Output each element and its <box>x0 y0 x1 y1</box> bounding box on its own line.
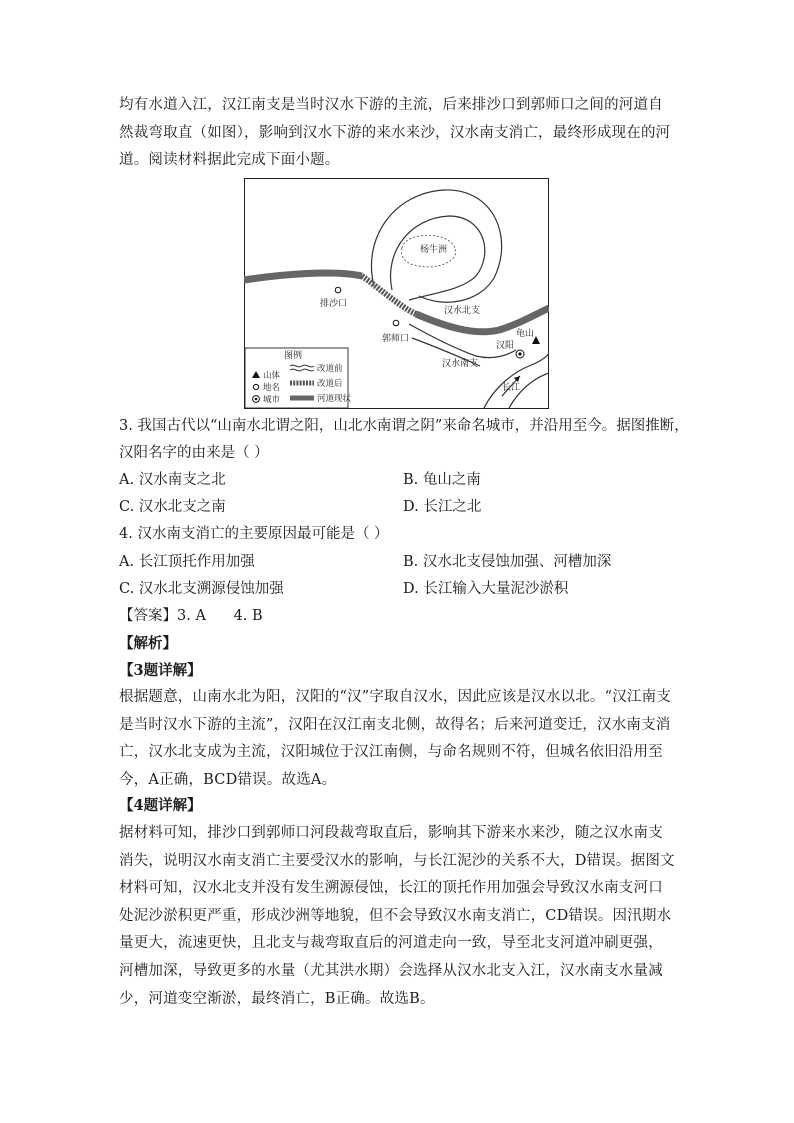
legend-before: 改道前 <box>317 364 343 374</box>
legend-current: 河道现状 <box>317 394 352 404</box>
guoshikou-label: 郭师口 <box>382 334 410 344</box>
hanyang-label: 汉阳 <box>496 341 515 351</box>
legend-city: 城市 <box>263 395 281 405</box>
north-branch-label: 汉水北支 <box>444 306 481 316</box>
analysis-heading: 【解析】 <box>119 635 177 652</box>
q3-detail-text: 根据题意，山南水北为阳，汉阳的“汉”字取自汉水，因此应该是汉水以北。“汉江南支是当时汉水下游的主流”，汉阳在汉江南支北侧，故得名；后来河道变迁，汉水南支消亡，汉水北支成为主流，汉阳城位于汉江南侧，与命名规则不符，但城名依旧沿用至今，A正确，BCD错误。故选A。 <box>119 689 672 788</box>
q3-stem-line1: 3. 我国古代以“山南水北谓之阳，山北水南谓之阴”来命名城市，并沿用至今。据图推断， <box>119 418 689 434</box>
q3-detail-heading: 【3题详解】 <box>119 662 202 679</box>
legend-place: 地名 <box>263 383 281 393</box>
guishan-label: 龟山 <box>516 329 535 339</box>
q3-option-d: D. 长江之北 <box>403 499 482 515</box>
answer-line: 【答案】3. A 4. B <box>119 608 263 624</box>
legend-mountain: 山体 <box>263 371 281 381</box>
q3-option-b: B. 龟山之南 <box>403 472 481 488</box>
q4-option-a: A. 长江顶托作用加强 <box>119 554 255 570</box>
legend-after: 改道后 <box>317 379 343 389</box>
changjiang-label: 长江 <box>502 383 521 393</box>
q4-option-c: C. 汉水北支溯源侵蚀加强 <box>119 581 284 597</box>
q4-stem: 4. 汉水南支消亡的主要原因最可能是（ ） <box>119 526 389 542</box>
q4-detail-text: 据材料可知，排沙口到郭师口河段裁弯取直后，影响其下游来水来沙，随之汉水南支消失，说明汉水南支消亡主要受汉水的影响，与长江泥沙的关系不大，D错误。据图文材料可知，汉水北支并没有发生溯源侵蚀，长江的顶托作用加强会导致汉水南支河口处泥沙淤积更严重，形成沙洲等地貌，但不会导致汉水南支消亡，CD错误。因汛期水量更大，流速更快，且北支与裁弯取直后的河道走向一致，导至北支河道冲刷更强，河槽加深，导致更多的水量（尤其洪水期）会选择从汉水北支入江，汉水南支水量减少，河道变空渐淤，最终消亡，B正确。故选B。 <box>119 825 675 1007</box>
q3-option-a: A. 汉水南支之北 <box>119 472 226 488</box>
intro-paragraph: 均有水道入江，汉江南支是当时汉水下游的主流，后来排沙口到郭师口之间的河道自然裁弯取直（如图），影响到汉水下游的来水来沙，汉水南支消亡，最终形成现在的河道。阅读材料据此完成下面小题。 <box>119 97 671 169</box>
q3-option-c: C. 汉水北支之南 <box>119 499 226 515</box>
q4-option-b: B. 汉水北支侵蚀加强、河槽加深 <box>403 554 612 570</box>
place-icon <box>253 384 258 389</box>
island-label: 杨牛洲 <box>420 245 448 255</box>
q4-option-d: D. 长江输入大量泥沙淤积 <box>403 581 569 597</box>
paishakou-label: 排沙口 <box>320 299 348 309</box>
q3-stem-line2: 汉阳名字的由来是（ ） <box>119 445 269 461</box>
q4-detail-heading: 【4题详解】 <box>119 797 202 814</box>
south-branch-label: 汉水南支 <box>442 359 479 369</box>
guoshikou-point <box>393 320 399 326</box>
river-map <box>244 178 549 409</box>
legend-title: 图例 <box>284 351 303 361</box>
paishakou-point <box>335 287 341 293</box>
